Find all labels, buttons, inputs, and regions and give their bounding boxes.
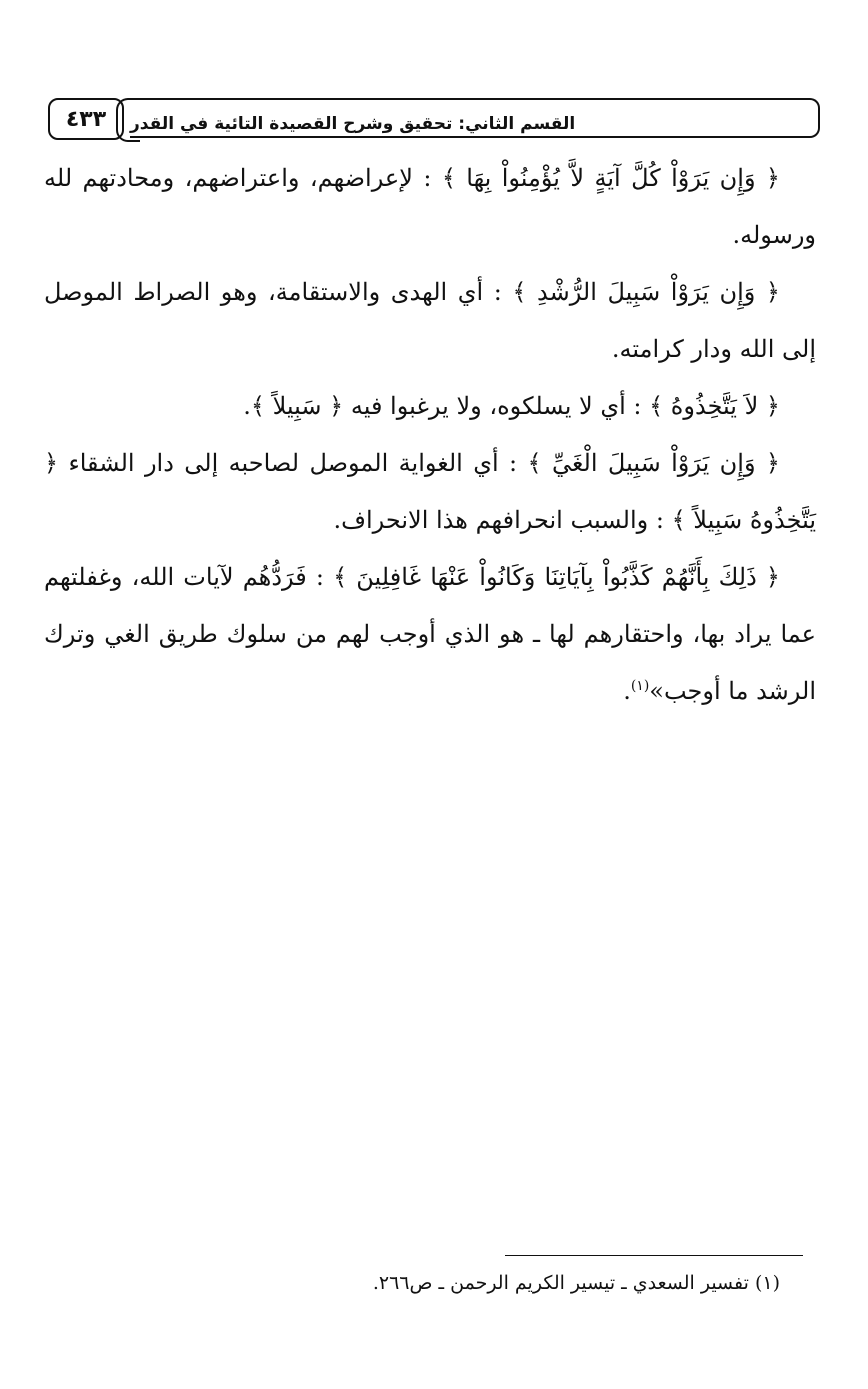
paragraph-4-text: ﴿ وَإِن يَرَوْاْ سَبِيلَ الْغَيِّ ﴾ : أي الغواية الموصل لصاحبه إلى دار الشقاء ﴿ يَتَّخِذُوهُ سَبِيلاً ﴾ : والسبب انحرافهم هذا الانحراف. (44, 449, 816, 534)
paragraph-2 (44, 264, 816, 378)
running-title-box (130, 98, 820, 138)
paragraph-1 (44, 150, 816, 264)
footnote-1 (300, 1272, 780, 1294)
footnote-separator (505, 1255, 803, 1256)
paragraph-2-text: ﴿ وَإِن يَرَوْاْ سَبِيلَ الرُّشْدِ ﴾ : أي الهدى والاستقامة، وهو الصراط الموصل إلى الله ودار كرامته. (44, 278, 816, 363)
page-number-box (48, 98, 124, 140)
footnote-reference: (١) (630, 678, 650, 694)
paragraph-5 (44, 549, 816, 720)
footnote-1-text: (١) تفسير السعدي ـ تيسير الكريم الرحمن ـ ص٢٦٦. (372, 1272, 780, 1294)
paragraph-3-text: ﴿ لاَ يَتَّخِذُوهُ ﴾ : أي لا يسلكوه، ولا يرغبوا فيه ﴿ سَبِيلاً ﴾. (243, 392, 780, 420)
paragraph-5-text: ﴿ ذَلِكَ بِأَنَّهُمْ كَذَّبُواْ بِآيَاتِنَا وَكَانُواْ عَنْهَا غَافِلِينَ ﴾ : فَرَدُّهُم لآيات الله، وغفلتهم عما يراد بها، واحتقارهم لها ـ هو الذي أوجب لهم من سلوك طريق الغي وترك الرشد ما أوجب» (44, 563, 817, 705)
paragraph-1-text: ﴿ وَإِن يَرَوْاْ كُلَّ آيَةٍ لاَّ يُؤْمِنُواْ بِهَا ﴾ : لإعراضهم، واعتراضهم، ومحادتهم لله ورسوله. (44, 164, 816, 249)
paragraph-5-end: . (623, 677, 631, 705)
paragraph-3 (44, 378, 816, 435)
running-title: القسم الثاني: تحقيق وشرح القصيدة التائية في القدر (130, 114, 576, 134)
paragraph-4 (44, 435, 816, 549)
page-header (48, 98, 820, 148)
main-text (44, 150, 816, 720)
page-number: ٤٣٣ (65, 106, 107, 132)
